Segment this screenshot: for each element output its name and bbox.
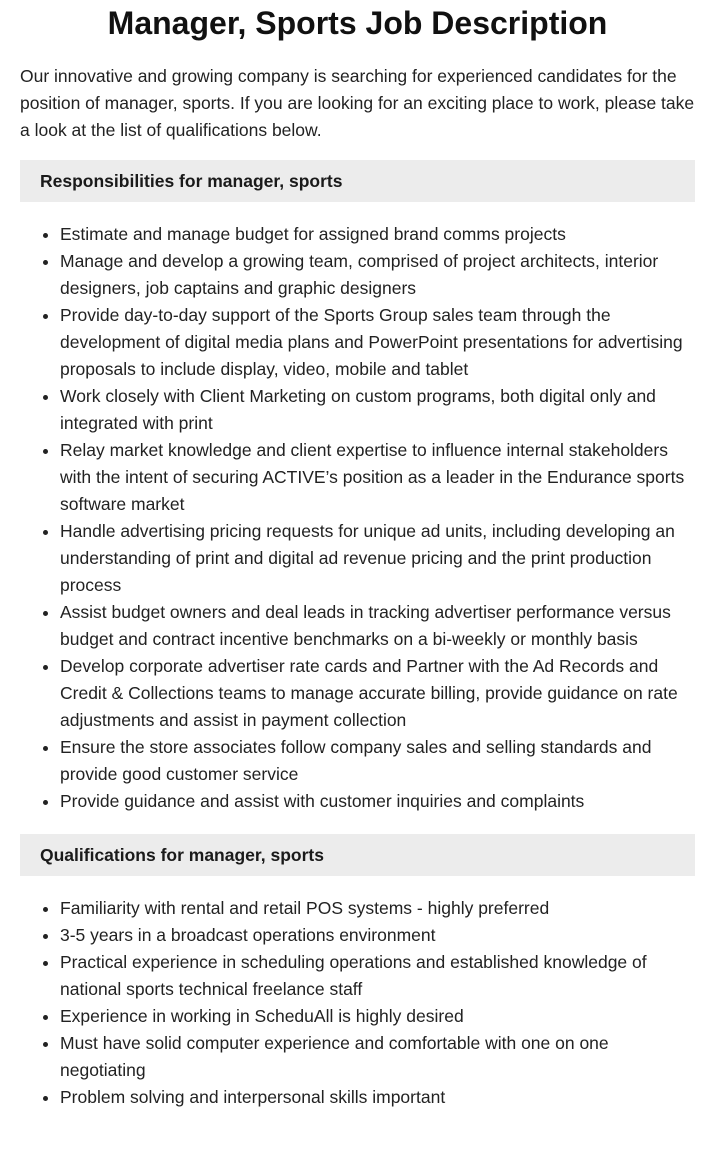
list-item: • Experience in working in ScheduAll is highly desired (60, 1003, 695, 1030)
responsibilities-list (20, 221, 695, 815)
list-item: • Manage and develop a growing team, comprised of project architects, interior designers, job captains and graphic designers (60, 248, 695, 302)
list-item: • Practical experience in scheduling operations and established knowledge of national sports technical freelance staff (60, 949, 695, 1003)
list-item: • Must have solid computer experience and comfortable with one on one negotiating (60, 1030, 695, 1084)
list-item: • Provide guidance and assist with customer inquiries and complaints (60, 788, 695, 815)
list-item: • Estimate and manage budget for assigned brand comms projects (60, 221, 695, 248)
page-title: Manager, Sports Job Description (107, 5, 608, 41)
list-item: • Relay market knowledge and client expertise to influence internal stakeholders with the intent of securing ACTIVE’s position as a leader in the Endurance sports software market (60, 437, 695, 518)
responsibilities-heading: Responsibilities for manager, sports (20, 160, 695, 202)
list-item: • Assist budget owners and deal leads in tracking advertiser performance versus budget and contract incentive benchmarks on a bi-weekly or monthly basis (60, 599, 695, 653)
list-item: • Familiarity with rental and retail POS systems - highly preferred (60, 895, 695, 922)
list-item: • Provide day-to-day support of the Sports Group sales team through the development of digital media plans and PowerPoint presentations for advertising proposals to include display, video, mobile and tablet (60, 302, 695, 383)
intro-paragraph: Our innovative and growing company is searching for experienced candidates for the position of manager, sports. If you are looking for an exciting place to work, please take a look at the list of qualifications below. (20, 66, 695, 140)
list-item: • Develop corporate advertiser rate cards and Partner with the Ad Records and Credit & Collections teams to manage accurate billing, provide guidance on rate adjustments and assist in payment collection (60, 653, 695, 734)
qualifications-list (20, 895, 695, 1111)
list-item: • Handle advertising pricing requests for unique ad units, including developing an understanding of print and digital ad revenue pricing and the print production process (60, 518, 695, 599)
list-item: • Ensure the store associates follow company sales and selling standards and provide good customer service (60, 734, 695, 788)
list-item: • Work closely with Client Marketing on custom programs, both digital only and integrated with print (60, 383, 695, 437)
list-item: • Problem solving and interpersonal skills important (60, 1084, 695, 1111)
list-item: • 3-5 years in a broadcast operations environment (60, 922, 695, 949)
qualifications-heading: Qualifications for manager, sports (20, 834, 695, 876)
